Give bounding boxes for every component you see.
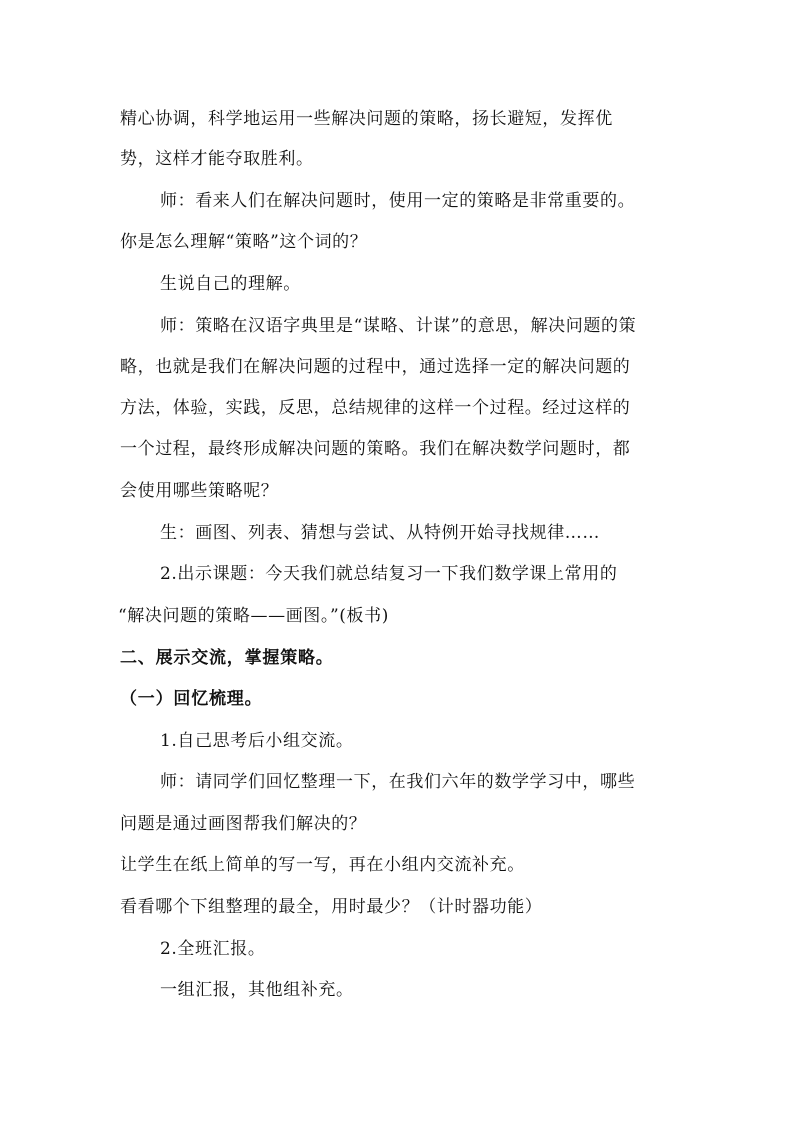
subsection-heading: （一）回忆梳理。 (120, 689, 263, 709)
paragraph-line: 师：看来人们在解决问题时，使用一定的策略是非常重要的。 (160, 191, 636, 211)
paragraph-line: 生说自己的理解。 (160, 274, 301, 294)
paragraph-line: 略，也就是我们在解决问题的过程中，通过选择一定的解决问题的 (120, 357, 631, 377)
paragraph-line: 一组汇报，其他组补充。 (160, 980, 354, 1000)
paragraph-line: 看看哪个下组整理的最全，用时最少？（计时器功能） (120, 897, 543, 917)
paragraph-line: 精心协调，科学地运用一些解决问题的策略，扬长避短，发挥优 (120, 109, 613, 129)
paragraph-line: 让学生在纸上简单的写一写，再在小组内交流补充。 (120, 855, 525, 875)
paragraph-line: 一个过程，最终形成解决问题的策略。我们在解决数学问题时，都 (120, 439, 631, 459)
paragraph-line: 会使用哪些策略呢？ (120, 481, 279, 501)
paragraph-line: 势，这样才能夺取胜利。 (120, 149, 314, 169)
paragraph-line: 师：策略在汉语字典里是“谋略、计谋”的意思，解决问题的策 (160, 316, 637, 336)
paragraph-line: 方法，体验，实践，反思，总结规律的这样一个过程。经过这样的 (120, 398, 631, 418)
paragraph-line: 你是怎么理解“策略”这个词的？ (120, 232, 368, 252)
paragraph-line: 师：请同学们回忆整理一下，在我们六年的数学学习中，哪些 (160, 772, 636, 792)
paragraph-line: 2.出示课题：今天我们就总结复习一下我们数学课上常用的 (160, 564, 618, 584)
paragraph-line: “解决问题的策略——画图。”(板书) (118, 606, 389, 626)
section-heading: 二、展示交流，掌握策略。 (120, 648, 334, 668)
paragraph-line: 1.自己思考后小组交流。 (160, 731, 354, 751)
paragraph-line: 生：画图、列表、猜想与尝试、从特例开始寻找规律…… (160, 523, 600, 543)
paragraph-line: 问题是通过画图帮我们解决的？ (120, 814, 367, 834)
paragraph-line: 2.全班汇报。 (160, 939, 266, 959)
